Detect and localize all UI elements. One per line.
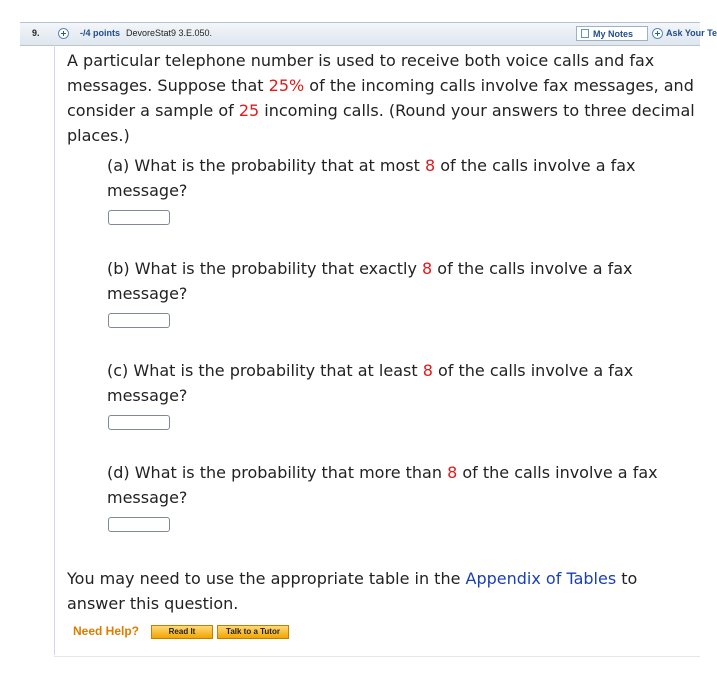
part-d-answer-input[interactable] bbox=[108, 517, 170, 532]
part-a-answer-input[interactable] bbox=[108, 210, 170, 225]
my-notes-label: My Notes bbox=[593, 29, 634, 39]
appendix-of-tables-link[interactable]: Appendix of Tables bbox=[465, 569, 617, 588]
bottom-divider bbox=[54, 656, 700, 657]
appendix-note: You may need to use the appropriate table in the Appendix of Tables to answer this question. bbox=[67, 569, 638, 613]
need-help-label: Need Help? bbox=[73, 624, 140, 638]
fax-percent: 25% bbox=[268, 76, 305, 95]
part-d-text: (d) What is the probability that more than 8 of the calls involve a fax message? bbox=[107, 463, 658, 507]
part-b-answer-input[interactable] bbox=[108, 313, 170, 328]
ask-teacher-link[interactable]: Ask Your Te bbox=[666, 28, 717, 38]
points-label: -/4 points bbox=[80, 28, 120, 38]
talk-to-tutor-button[interactable]: Talk to a Tutor bbox=[217, 625, 289, 639]
question-header bbox=[20, 22, 717, 46]
question-source: DevoreStat9 3.E.050. bbox=[126, 28, 213, 38]
my-notes-button[interactable] bbox=[576, 26, 648, 41]
part-a-text: (a) What is the probability that at most 8 of the calls involve a fax message? bbox=[107, 156, 636, 200]
part-c-answer-input[interactable] bbox=[108, 415, 170, 430]
left-divider bbox=[54, 45, 55, 655]
notes-icon bbox=[581, 29, 589, 38]
part-a-value: 8 bbox=[424, 156, 436, 175]
expand-plus-icon[interactable] bbox=[58, 28, 69, 39]
question-intro: A particular telephone number is used to receive both voice calls and fax messages. Suppose that 25% of the incoming calls involve fax messages, and consider a sample of 25 incoming calls. (Round your answers to three decimal places.) bbox=[67, 51, 695, 145]
question-number: 9. bbox=[32, 28, 40, 38]
part-d-value: 8 bbox=[447, 463, 458, 482]
part-c-text: (c) What is the probability that at least 8 of the calls involve a fax message? bbox=[107, 361, 634, 405]
read-it-button[interactable]: Read It bbox=[151, 625, 213, 639]
ask-plus-icon[interactable] bbox=[652, 28, 663, 39]
part-c-value: 8 bbox=[422, 361, 433, 380]
part-b-value: 8 bbox=[422, 259, 433, 278]
part-b-text: (b) What is the probability that exactly 8 of the calls involve a fax message? bbox=[107, 259, 633, 303]
sample-size: 25 bbox=[238, 101, 260, 120]
